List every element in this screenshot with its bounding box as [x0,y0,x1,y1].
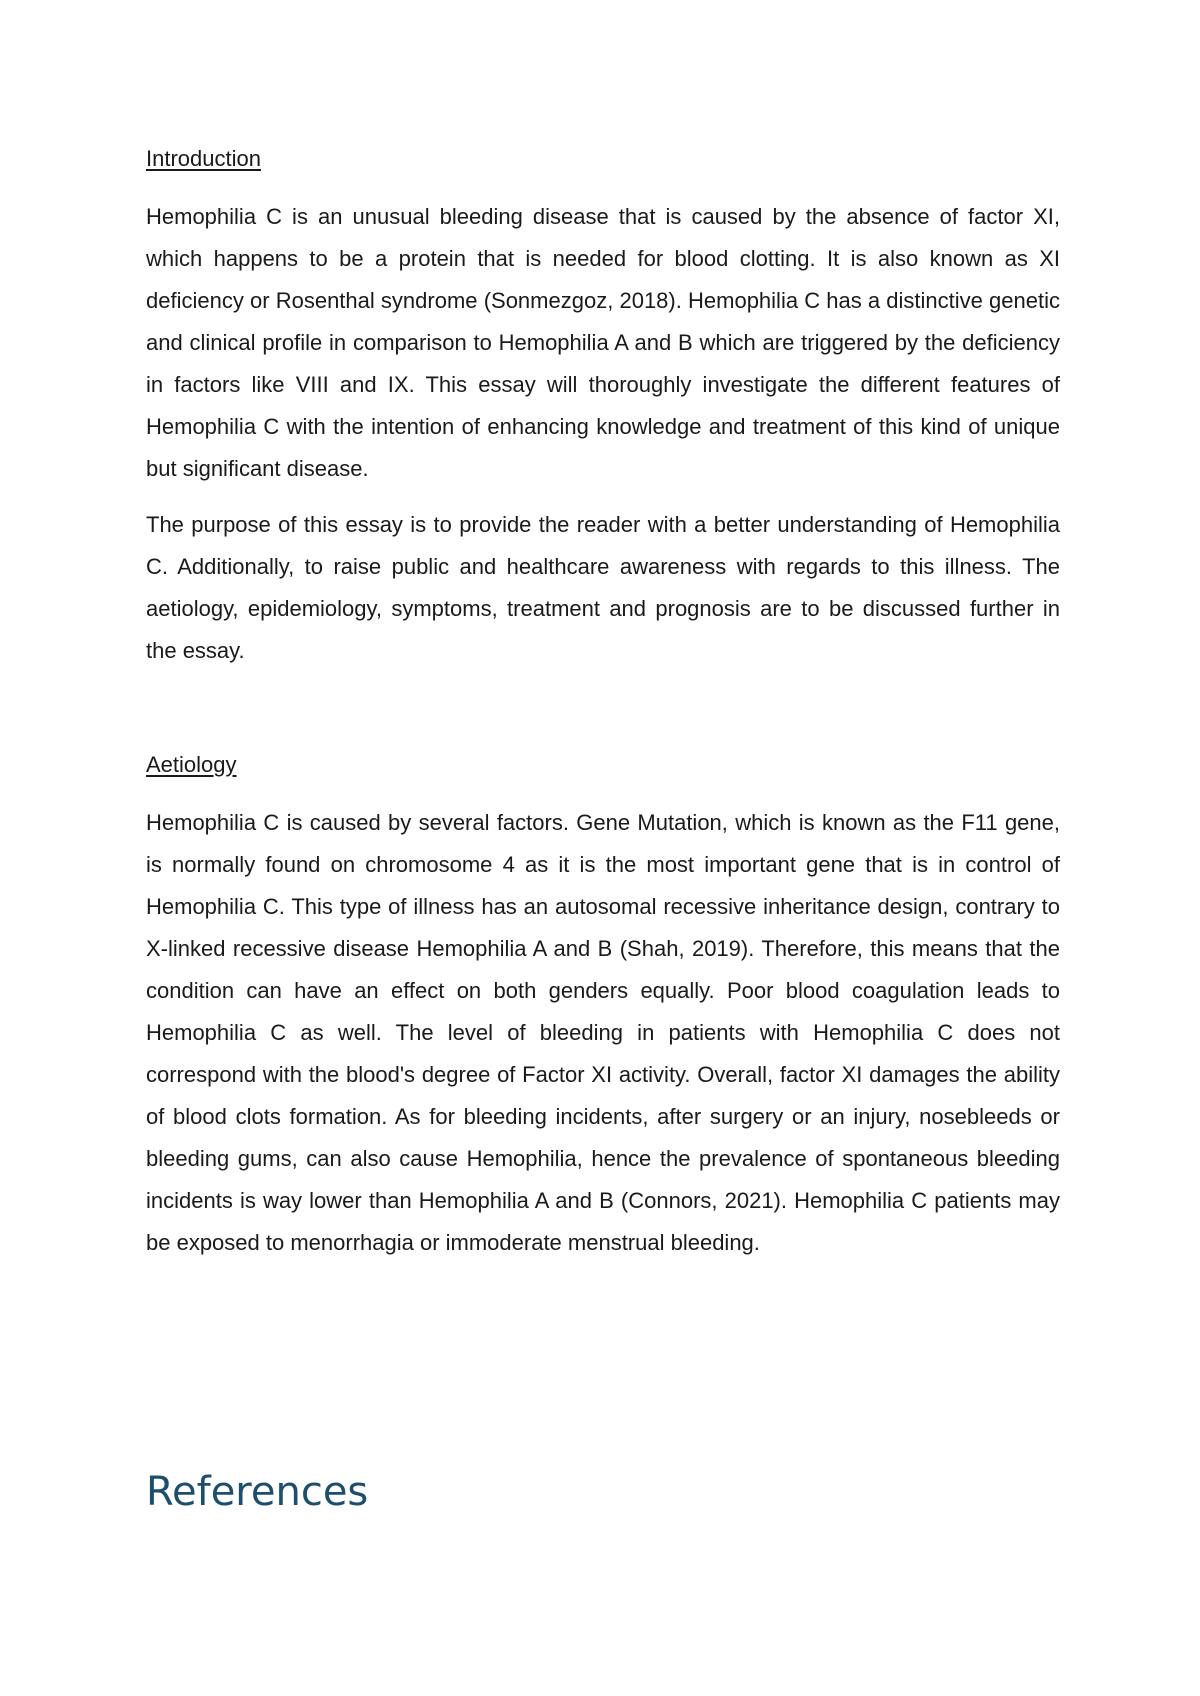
introduction-paragraph-1: Hemophilia C is an unusual bleeding disease that is caused by the absence of factor XI, which happens to be a protein that is needed for blood clotting. It is also known as XI deficiency or Rosenthal syndrome (Sonmezgoz, 2018). Hemophilia C has a distinctive genetic and clinical profile in comparison to Hemophilia A and B which are triggered by the deficiency in factors like VIII and IX. This essay will thoroughly investigate the different features of Hemophilia C with the intention of enhancing knowledge and treatment of this kind of unique but significant disease. [146,204,1060,481]
section-spacer [146,686,1060,748]
introduction-paragraph-2: The purpose of this essay is to provide the reader with a better understanding of Hemophilia C. Additionally, to raise public and healthcare awareness with regards to this illness. The aetiology, epidemiology, symptoms, treatment and prognosis are to be discussed further in the essay. [146,512,1060,663]
references-title: References [146,1469,369,1515]
aetiology-paragraph-1: Hemophilia C is caused by several factors. Gene Mutation, which is known as the F11 gene, is normally found on chromosome 4 as it is the most important gene that is in control of Hemophilia C. This type of illness has an autosomal recessive inheritance design, contrary to X-linked recessive disease Hemophilia A and B (Shah, 2019). Therefore, this means that the condition can have an effect on both genders equally. Poor blood coagulation leads to Hemophilia C as well. The level of bleeding in patients with Hemophilia C does not correspond with the blood's degree of Factor XI activity. Overall, factor XI damages the ability of blood clots formation. As for bleeding incidents, after surgery or an injury, nosebleeds or bleeding gums, can also cause Hemophilia, hence the prevalence of spontaneous bleeding incidents is way lower than Hemophilia A and B (Connors, 2021). Hemophilia C patients may be exposed to menorrhagia or immoderate menstrual bleeding. [146,810,1060,1255]
aetiology-heading: Aetiology [146,752,237,777]
document-body [146,142,1060,1278]
introduction-heading: Introduction [146,146,261,171]
